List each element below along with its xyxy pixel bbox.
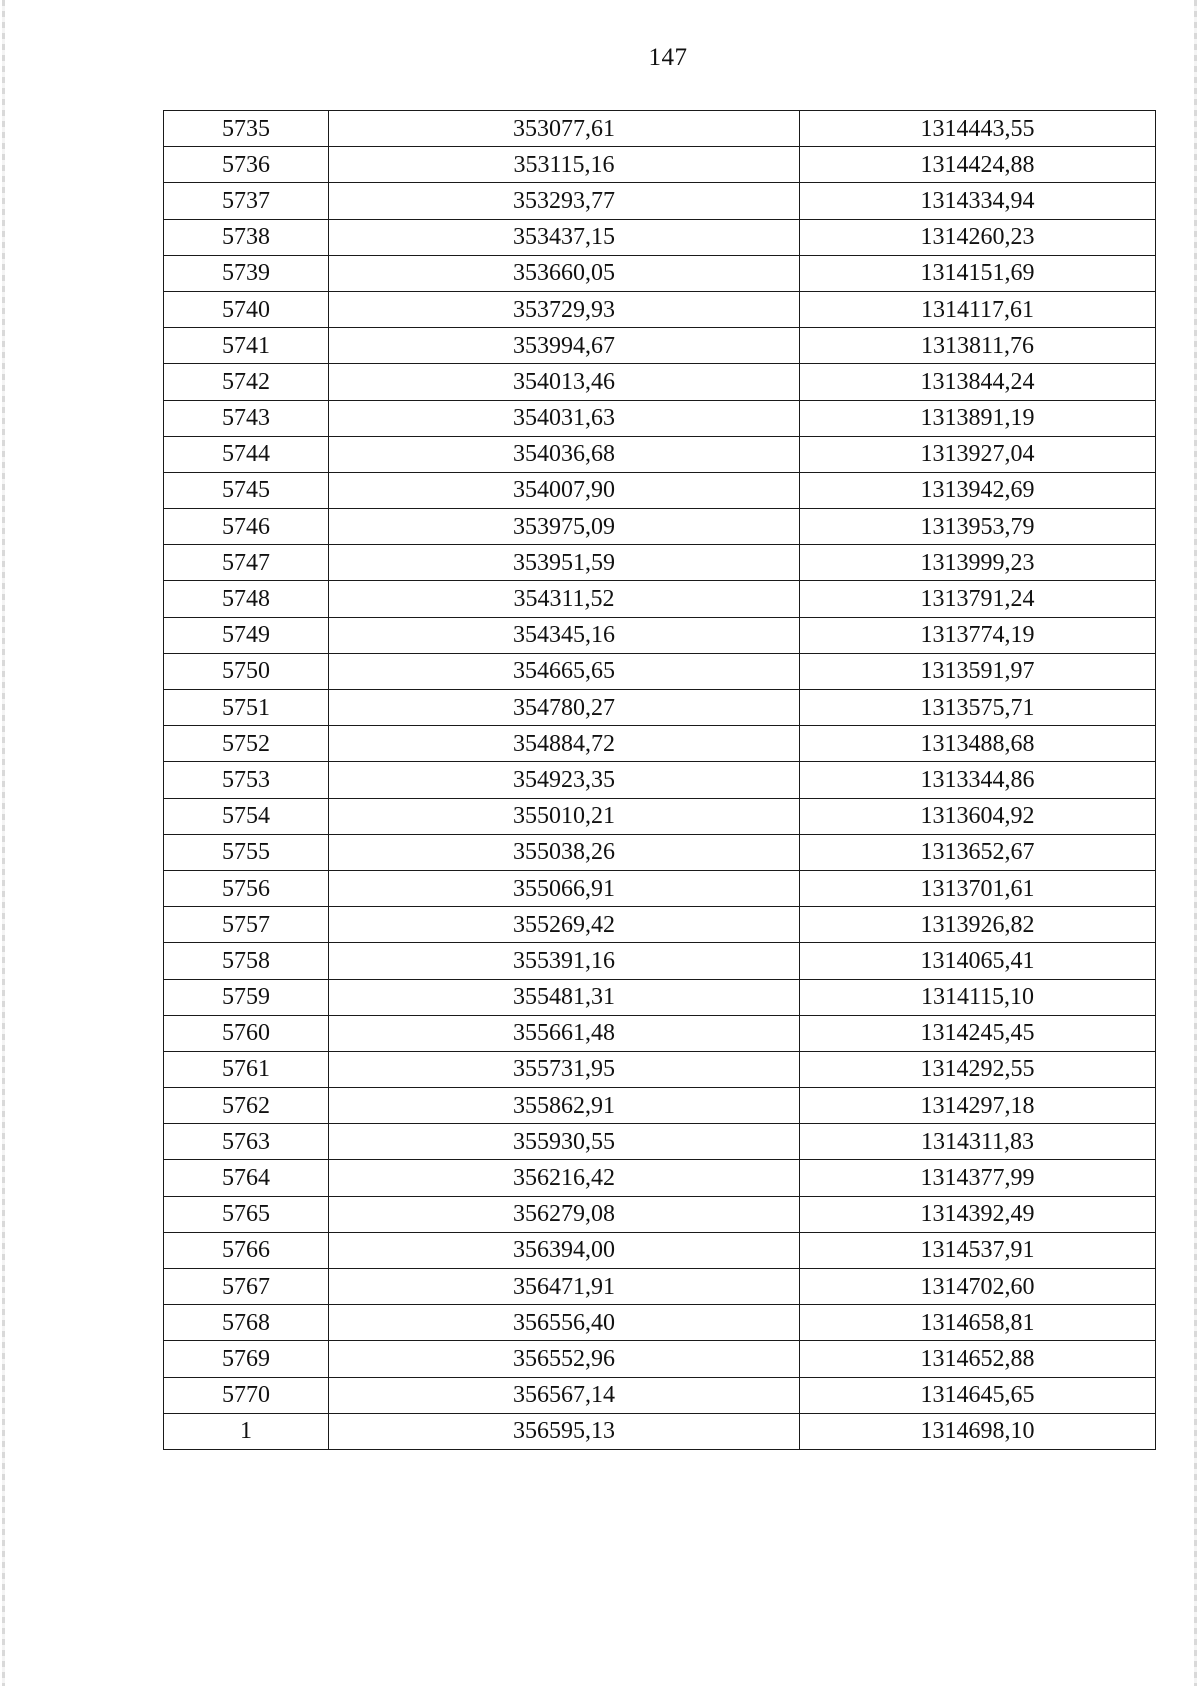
y-coordinate-cell: 1314645,65: [800, 1377, 1156, 1413]
point-number-cell: 5746: [164, 509, 329, 545]
y-coordinate-cell: 1313811,76: [800, 328, 1156, 364]
table-row: [164, 255, 1156, 291]
y-coordinate-cell: 1314245,45: [800, 1015, 1156, 1051]
x-coordinate-cell: 355930,55: [329, 1124, 800, 1160]
table-row: [164, 1269, 1156, 1305]
y-coordinate-cell: 1313844,24: [800, 364, 1156, 400]
x-coordinate-cell: 353293,77: [329, 183, 800, 219]
y-coordinate-cell: 1314297,18: [800, 1088, 1156, 1124]
x-coordinate-cell: 353077,61: [329, 111, 800, 147]
table-row: [164, 1377, 1156, 1413]
point-number-cell: 5759: [164, 979, 329, 1015]
x-coordinate-cell: 355731,95: [329, 1051, 800, 1087]
x-coordinate-cell: 355391,16: [329, 943, 800, 979]
y-coordinate-cell: 1314698,10: [800, 1413, 1156, 1449]
table-row: [164, 545, 1156, 581]
x-coordinate-cell: 356394,00: [329, 1232, 800, 1268]
x-coordinate-cell: 353660,05: [329, 255, 800, 291]
y-coordinate-cell: 1314292,55: [800, 1051, 1156, 1087]
table-row: [164, 943, 1156, 979]
y-coordinate-cell: 1314424,88: [800, 147, 1156, 183]
page-number: 147: [648, 44, 688, 71]
y-coordinate-cell: 1314443,55: [800, 111, 1156, 147]
point-number-cell: 5741: [164, 328, 329, 364]
table-row: [164, 1015, 1156, 1051]
table-row: [164, 1196, 1156, 1232]
table-row: [164, 834, 1156, 870]
table-row: [164, 400, 1156, 436]
table-row: [164, 726, 1156, 762]
y-coordinate-cell: 1314377,99: [800, 1160, 1156, 1196]
x-coordinate-cell: 356567,14: [329, 1377, 800, 1413]
y-coordinate-cell: 1313927,04: [800, 436, 1156, 472]
y-coordinate-cell: 1313591,97: [800, 653, 1156, 689]
y-coordinate-cell: 1314392,49: [800, 1196, 1156, 1232]
x-coordinate-cell: 354007,90: [329, 472, 800, 508]
x-coordinate-cell: 354665,65: [329, 653, 800, 689]
point-number-cell: 5737: [164, 183, 329, 219]
point-number-cell: 5755: [164, 834, 329, 870]
table-row: [164, 1088, 1156, 1124]
x-coordinate-cell: 355010,21: [329, 798, 800, 834]
x-coordinate-cell: 355481,31: [329, 979, 800, 1015]
point-number-cell: 1: [164, 1413, 329, 1449]
y-coordinate-cell: 1314311,83: [800, 1124, 1156, 1160]
x-coordinate-cell: 355862,91: [329, 1088, 800, 1124]
x-coordinate-cell: 356552,96: [329, 1341, 800, 1377]
point-number-cell: 5768: [164, 1305, 329, 1341]
x-coordinate-cell: 355038,26: [329, 834, 800, 870]
point-number-cell: 5745: [164, 472, 329, 508]
table-row: [164, 1341, 1156, 1377]
y-coordinate-cell: 1314117,61: [800, 291, 1156, 327]
point-number-cell: 5767: [164, 1269, 329, 1305]
y-coordinate-cell: 1313999,23: [800, 545, 1156, 581]
point-number-cell: 5749: [164, 617, 329, 653]
point-number-cell: 5758: [164, 943, 329, 979]
table-row: [164, 328, 1156, 364]
x-coordinate-cell: 356216,42: [329, 1160, 800, 1196]
point-number-cell: 5736: [164, 147, 329, 183]
point-number-cell: 5761: [164, 1051, 329, 1087]
y-coordinate-cell: 1314652,88: [800, 1341, 1156, 1377]
coordinates-table: [163, 110, 1156, 1450]
y-coordinate-cell: 1313774,19: [800, 617, 1156, 653]
table-row: [164, 581, 1156, 617]
point-number-cell: 5748: [164, 581, 329, 617]
point-number-cell: 5754: [164, 798, 329, 834]
y-coordinate-cell: 1313575,71: [800, 690, 1156, 726]
point-number-cell: 5739: [164, 255, 329, 291]
table-row: [164, 472, 1156, 508]
scan-edge-right: [1194, 0, 1197, 1686]
point-number-cell: 5760: [164, 1015, 329, 1051]
table-row: [164, 111, 1156, 147]
x-coordinate-cell: 355661,48: [329, 1015, 800, 1051]
table-row: [164, 1124, 1156, 1160]
x-coordinate-cell: 355066,91: [329, 870, 800, 906]
table-row: [164, 219, 1156, 255]
x-coordinate-cell: 354923,35: [329, 762, 800, 798]
point-number-cell: 5738: [164, 219, 329, 255]
point-number-cell: 5757: [164, 907, 329, 943]
y-coordinate-cell: 1313604,92: [800, 798, 1156, 834]
table-row: [164, 907, 1156, 943]
x-coordinate-cell: 354013,46: [329, 364, 800, 400]
y-coordinate-cell: 1313953,79: [800, 509, 1156, 545]
table-row: [164, 1160, 1156, 1196]
table-row: [164, 870, 1156, 906]
table-row: [164, 690, 1156, 726]
x-coordinate-cell: 355269,42: [329, 907, 800, 943]
table-row: [164, 1305, 1156, 1341]
point-number-cell: 5756: [164, 870, 329, 906]
table-row: [164, 1232, 1156, 1268]
table-row: [164, 617, 1156, 653]
y-coordinate-cell: 1314065,41: [800, 943, 1156, 979]
x-coordinate-cell: 353975,09: [329, 509, 800, 545]
y-coordinate-cell: 1313942,69: [800, 472, 1156, 508]
y-coordinate-cell: 1314260,23: [800, 219, 1156, 255]
point-number-cell: 5770: [164, 1377, 329, 1413]
table-row: [164, 183, 1156, 219]
point-number-cell: 5735: [164, 111, 329, 147]
x-coordinate-cell: 353729,93: [329, 291, 800, 327]
y-coordinate-cell: 1314702,60: [800, 1269, 1156, 1305]
y-coordinate-cell: 1313926,82: [800, 907, 1156, 943]
point-number-cell: 5762: [164, 1088, 329, 1124]
table-row: [164, 436, 1156, 472]
x-coordinate-cell: 356279,08: [329, 1196, 800, 1232]
y-coordinate-cell: 1314658,81: [800, 1305, 1156, 1341]
y-coordinate-cell: 1313891,19: [800, 400, 1156, 436]
scan-edge-left: [2, 0, 5, 1686]
table-row: [164, 1051, 1156, 1087]
point-number-cell: 5769: [164, 1341, 329, 1377]
coordinates-table-body: [164, 111, 1156, 1450]
point-number-cell: 5764: [164, 1160, 329, 1196]
point-number-cell: 5766: [164, 1232, 329, 1268]
point-number-cell: 5742: [164, 364, 329, 400]
table-row: [164, 762, 1156, 798]
y-coordinate-cell: 1314537,91: [800, 1232, 1156, 1268]
x-coordinate-cell: 356471,91: [329, 1269, 800, 1305]
point-number-cell: 5763: [164, 1124, 329, 1160]
table-row: [164, 147, 1156, 183]
x-coordinate-cell: 354884,72: [329, 726, 800, 762]
y-coordinate-cell: 1313488,68: [800, 726, 1156, 762]
x-coordinate-cell: 353951,59: [329, 545, 800, 581]
point-number-cell: 5740: [164, 291, 329, 327]
x-coordinate-cell: 354780,27: [329, 690, 800, 726]
x-coordinate-cell: 353437,15: [329, 219, 800, 255]
point-number-cell: 5743: [164, 400, 329, 436]
table-row: [164, 509, 1156, 545]
x-coordinate-cell: 353994,67: [329, 328, 800, 364]
x-coordinate-cell: 356556,40: [329, 1305, 800, 1341]
point-number-cell: 5752: [164, 726, 329, 762]
x-coordinate-cell: 356595,13: [329, 1413, 800, 1449]
table-row: [164, 364, 1156, 400]
y-coordinate-cell: 1314151,69: [800, 255, 1156, 291]
x-coordinate-cell: 354345,16: [329, 617, 800, 653]
point-number-cell: 5750: [164, 653, 329, 689]
table-row: [164, 291, 1156, 327]
table-row: [164, 798, 1156, 834]
x-coordinate-cell: 354031,63: [329, 400, 800, 436]
y-coordinate-cell: 1314334,94: [800, 183, 1156, 219]
point-number-cell: 5751: [164, 690, 329, 726]
point-number-cell: 5765: [164, 1196, 329, 1232]
x-coordinate-cell: 354311,52: [329, 581, 800, 617]
point-number-cell: 5747: [164, 545, 329, 581]
y-coordinate-cell: 1313791,24: [800, 581, 1156, 617]
y-coordinate-cell: 1314115,10: [800, 979, 1156, 1015]
table-row: [164, 979, 1156, 1015]
x-coordinate-cell: 354036,68: [329, 436, 800, 472]
table-row: [164, 1413, 1156, 1449]
y-coordinate-cell: 1313344,86: [800, 762, 1156, 798]
table-row: [164, 653, 1156, 689]
y-coordinate-cell: 1313652,67: [800, 834, 1156, 870]
point-number-cell: 5744: [164, 436, 329, 472]
point-number-cell: 5753: [164, 762, 329, 798]
y-coordinate-cell: 1313701,61: [800, 870, 1156, 906]
x-coordinate-cell: 353115,16: [329, 147, 800, 183]
